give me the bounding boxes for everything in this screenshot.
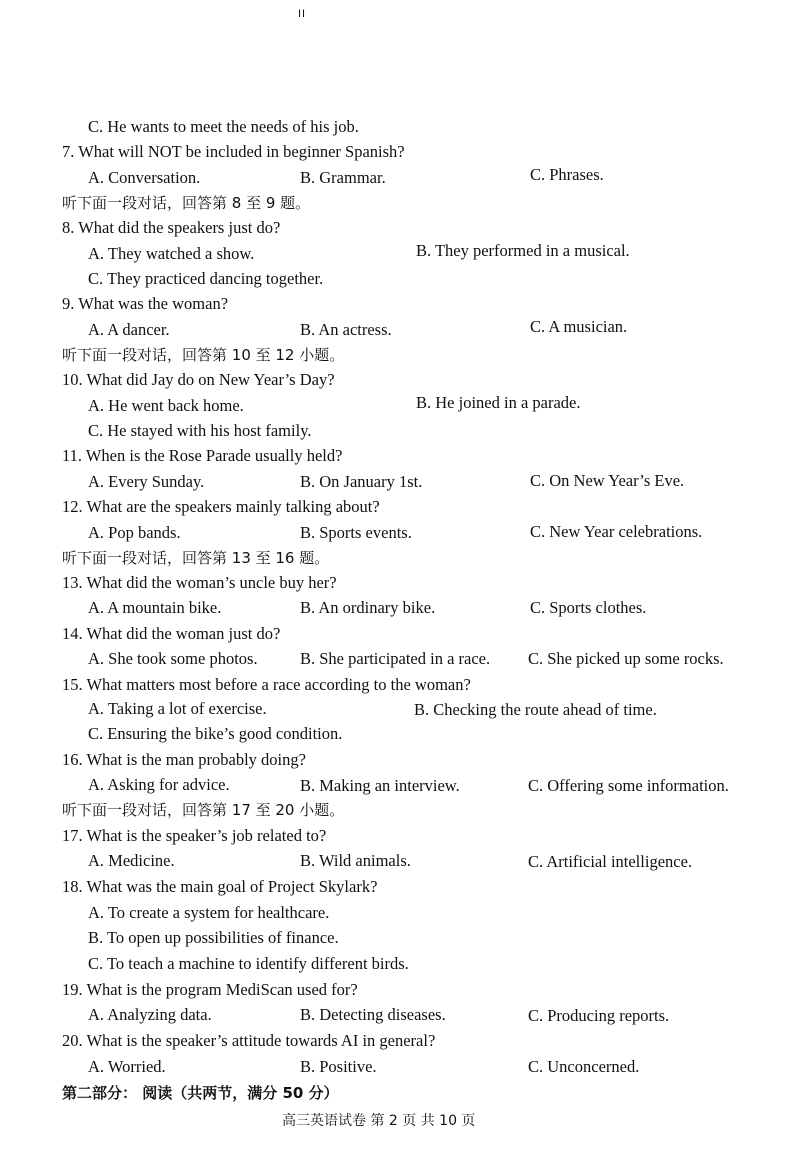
option-q18-a: A. To create a system for healthcare.	[88, 903, 330, 922]
option-q13-a: A. A mountain bike.	[88, 598, 222, 617]
option-q19-c: C. Producing reports.	[528, 1006, 670, 1025]
option-q15-c: C. Ensuring the bike’s good condition.	[88, 724, 343, 743]
question-10-stem: 10. What did Jay do on New Year’s Day?	[62, 370, 335, 389]
option-q7-a: A. Conversation.	[88, 168, 201, 187]
option-q8-c: C. They practiced dancing together.	[88, 269, 324, 288]
question-17-stem: 17. What is the speaker’s job related to?	[62, 826, 327, 845]
question-12-stem: 12. What are the speakers mainly talking about?	[62, 497, 380, 516]
option-q15-a: A. Taking a lot of exercise.	[88, 699, 267, 718]
option-q14-b: B. She participated in a race.	[300, 649, 491, 668]
option-q11-a: A. Every Sunday.	[88, 472, 205, 491]
option-q12-c: C. New Year celebrations.	[530, 522, 703, 541]
question-7-stem: 7. What will NOT be included in beginner Spanish?	[62, 142, 405, 161]
option-q10-c: C. He stayed with his host family.	[88, 421, 312, 440]
page-footer: 高三英语试卷 第 2 页 共 10 页	[282, 1113, 476, 1129]
question-9-stem: 9. What was the woman?	[62, 294, 229, 313]
instruction-8-9: 听下面一段对话，回答第 8 至 9 题。	[62, 194, 311, 212]
question-13-stem: 13. What did the woman’s uncle buy her?	[62, 573, 337, 592]
option-q13-b: B. An ordinary bike.	[300, 598, 436, 617]
option-q7-b: B. Grammar.	[300, 168, 386, 187]
option-q13-c: C. Sports clothes.	[530, 598, 647, 617]
option-q16-c: C. Offering some information.	[528, 776, 729, 795]
option-q17-b: B. Wild animals.	[300, 851, 411, 870]
question-20-stem: 20. What is the speaker’s attitude towards AI in general?	[62, 1031, 436, 1050]
question-8-stem: 8. What did the speakers just do?	[62, 218, 281, 237]
option-q20-c: C. Unconcerned.	[528, 1057, 640, 1076]
section-heading-part-two: 第二部分： 阅读（共两节，满分 50 分）	[62, 1084, 339, 1102]
option-q18-c: C. To teach a machine to identify different birds.	[88, 954, 409, 973]
option-q9-a: A. A dancer.	[88, 320, 170, 339]
instruction-10-12: 听下面一段对话，回答第 10 至 12 小题。	[62, 346, 345, 364]
option-q20-a: A. Worried.	[88, 1057, 166, 1076]
option-q16-a: A. Asking for advice.	[88, 775, 230, 794]
instruction-17-20: 听下面一段对话，回答第 17 至 20 小题。	[62, 801, 345, 819]
option-q14-c: C. She picked up some rocks.	[528, 649, 724, 668]
option-q16-b: B. Making an interview.	[300, 776, 460, 795]
question-16-stem: 16. What is the man probably doing?	[62, 750, 306, 769]
question-15-stem: 15. What matters most before a race according to the woman?	[62, 675, 471, 694]
option-q9-b: B. An actress.	[300, 320, 392, 339]
option-q10-b: B. He joined in a parade.	[416, 393, 581, 412]
option-q9-c: C. A musician.	[530, 317, 628, 336]
option-q11-b: B. On January 1st.	[300, 472, 423, 491]
option-q10-a: A. He went back home.	[88, 396, 244, 415]
option-q17-c: C. Artificial intelligence.	[528, 852, 693, 871]
option-q8-b: B. They performed in a musical.	[416, 241, 630, 260]
question-19-stem: 19. What is the program MediScan used for?	[62, 980, 358, 999]
option-q8-a: A. They watched a show.	[88, 244, 255, 263]
option-q14-a: A. She took some photos.	[88, 649, 258, 668]
option-q6-c: C. He wants to meet the needs of his job.	[88, 117, 359, 136]
option-q19-b: B. Detecting diseases.	[300, 1005, 446, 1024]
option-q17-a: A. Medicine.	[88, 851, 175, 870]
top-mark: II	[298, 8, 307, 20]
option-q20-b: B. Positive.	[300, 1057, 377, 1076]
option-q12-b: B. Sports events.	[300, 523, 412, 542]
question-14-stem: 14. What did the woman just do?	[62, 624, 281, 643]
instruction-13-16: 听下面一段对话，回答第 13 至 16 题。	[62, 549, 330, 567]
option-q18-b: B. To open up possibilities of finance.	[88, 928, 339, 947]
option-q12-a: A. Pop bands.	[88, 523, 181, 542]
question-11-stem: 11. When is the Rose Parade usually held?	[62, 446, 343, 465]
option-q7-c: C. Phrases.	[530, 165, 604, 184]
option-q11-c: C. On New Year’s Eve.	[530, 471, 685, 490]
option-q19-a: A. Analyzing data.	[88, 1005, 212, 1024]
option-q15-b: B. Checking the route ahead of time.	[414, 700, 657, 719]
question-18-stem: 18. What was the main goal of Project Skylark?	[62, 877, 378, 896]
